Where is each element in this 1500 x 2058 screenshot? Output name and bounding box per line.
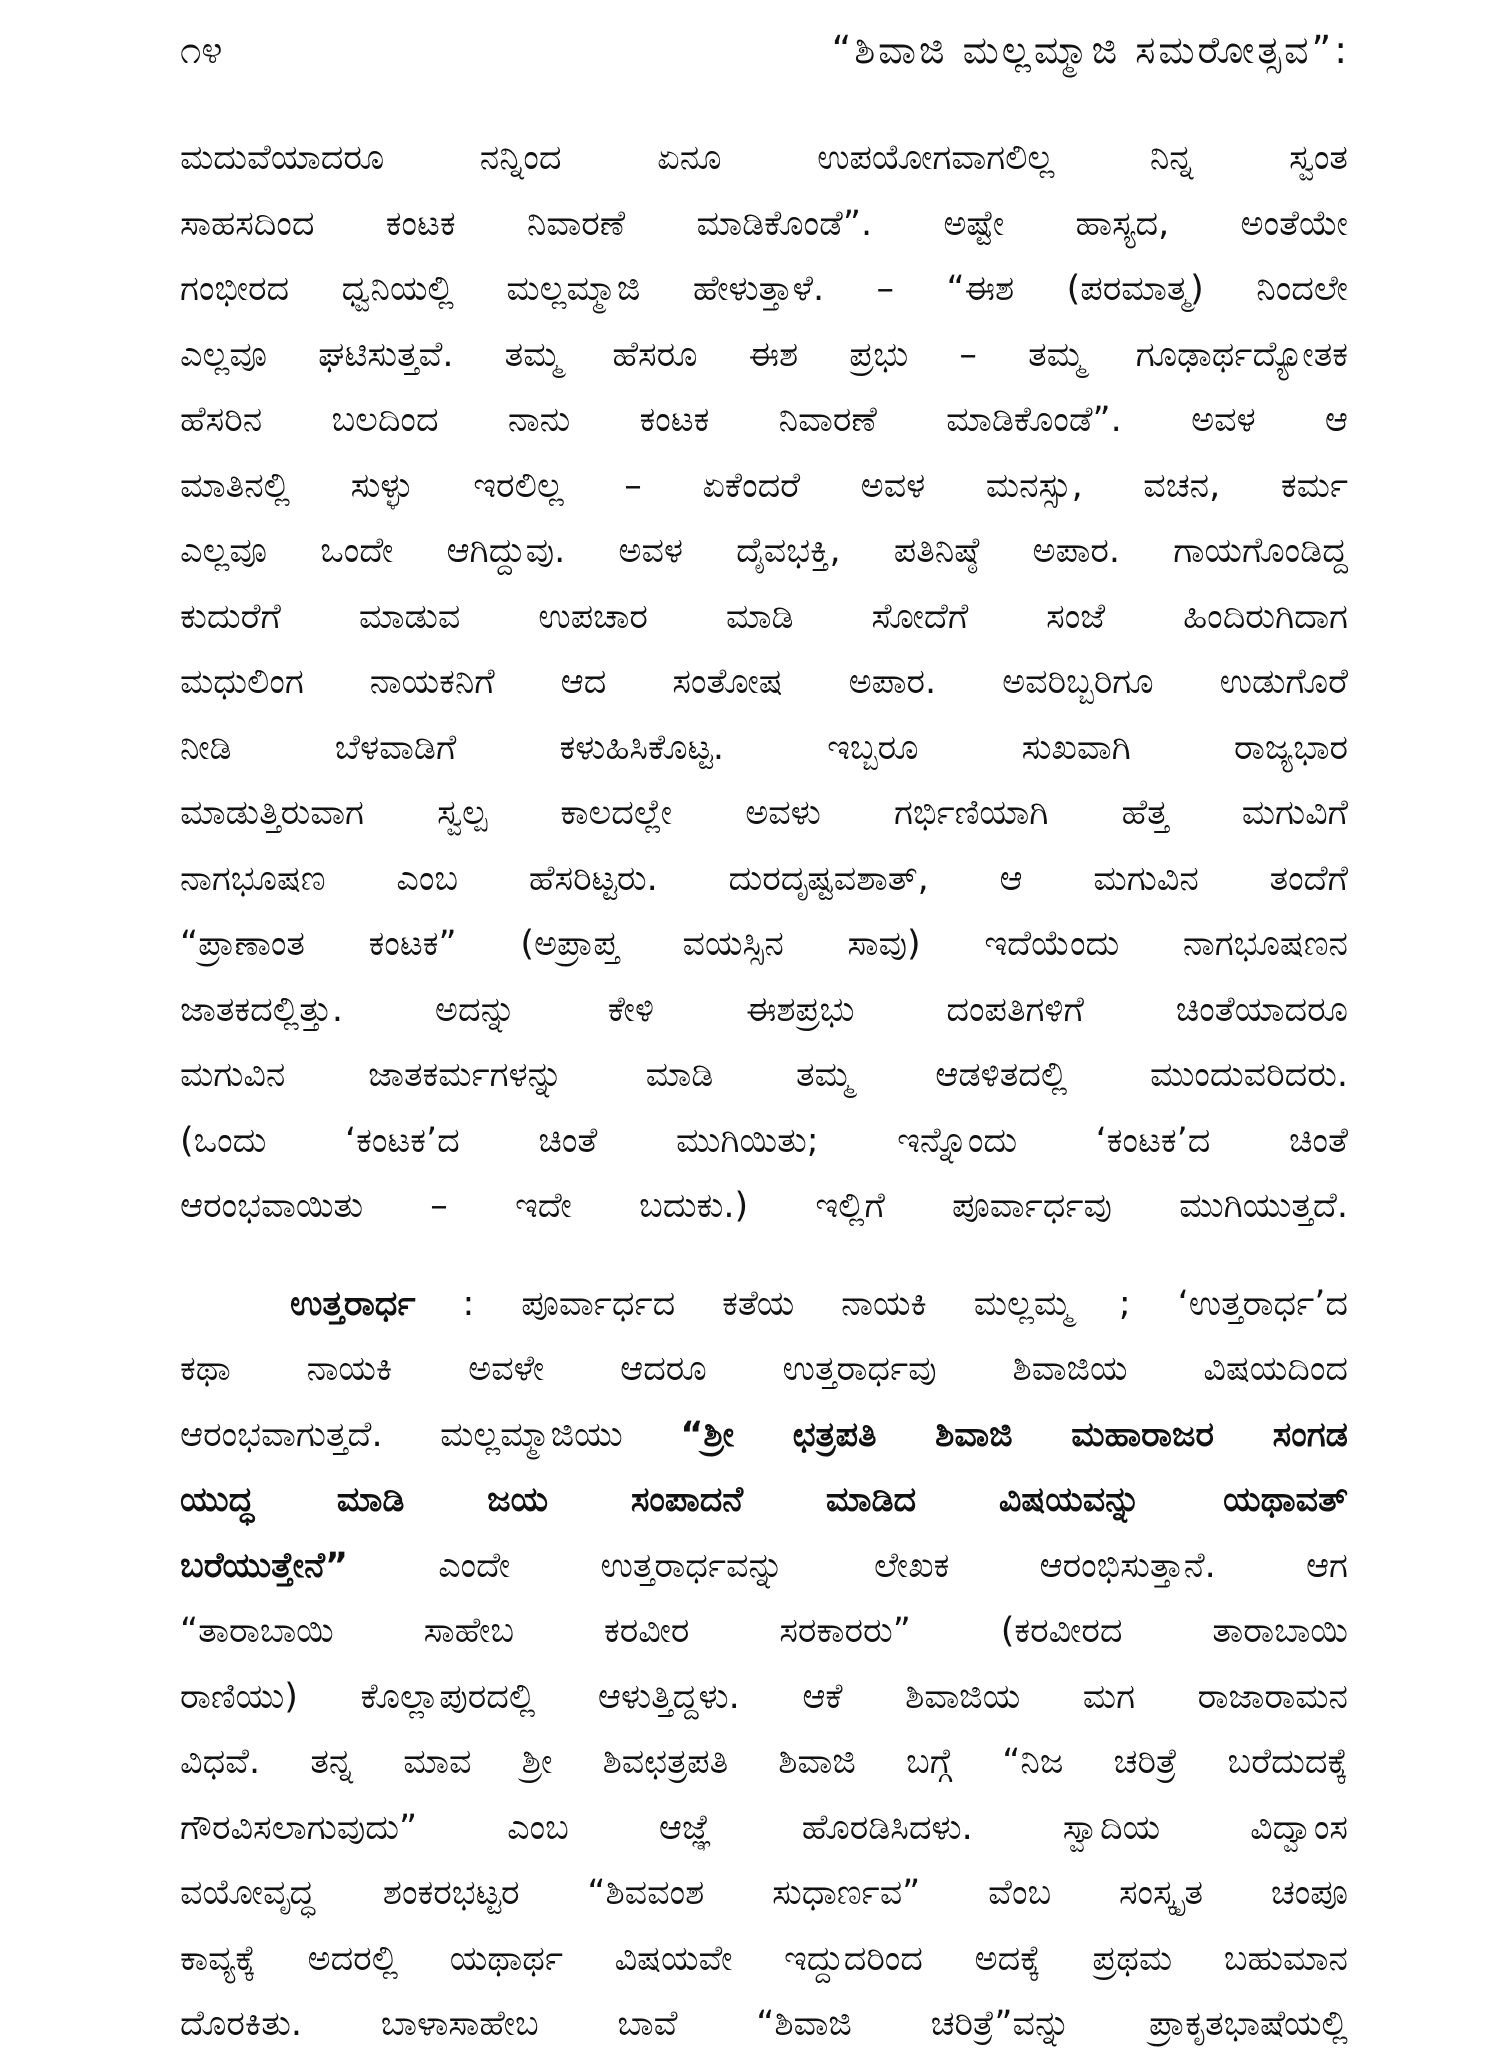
text-line	[180, 1534, 1348, 1600]
section-heading: ಉತ್ತರಾರ್ಧ	[290, 1283, 416, 1324]
line-text-bold: “ಶ್ರೀ ಛತ್ರಪತಿ ಶಿವಾಜಿ ಮಹಾರಾಜರ ಸಂಗಡ	[680, 1414, 1348, 1455]
page-number: ೧೪	[180, 28, 223, 72]
text-line: ಜಾತಕದಲ್ಲಿತ್ತು. ಅದನ್ನು ಕೇಳಿ ಈಶಪ್ರಭು ದಂಪತಿಗಳಿಗೆ ಚಿಂತೆಯಾದರೂ	[180, 989, 1348, 1030]
text-line: ಗೌರವಿಸಲಾಗುವುದು” ಎಂಬ ಆಜ್ಞೆ ಹೊರಡಿಸಿದಳು. ಸ್ವಾದಿಯ ವಿದ್ವಾಂಸ	[180, 1807, 1348, 1848]
text-line: ಮಾಡುತ್ತಿರುವಾಗ ಸ್ವಲ್ಪ ಕಾಲದಲ್ಲೇ ಅವಳು ಗರ್ಭಿಣಿಯಾಗಿ ಹೆತ್ತ ಮಗುವಿಗೆ	[180, 793, 1348, 833]
body-text	[180, 126, 1348, 2058]
text-line: ನಾಗಭೂಷಣ ಎಂಬ ಹೆಸರಿಟ್ಟರು. ದುರದೃಷ್ಟವಶಾತ್, ಆ ಮಗುವಿನ ತಂದೆಗೆ	[180, 858, 1348, 899]
text-line: ವಯೋವೃದ್ಧ ಶಂಕರಭಟ್ಟರ “ಶಿವವಂಶ ಸುಧಾರ್ಣವ” ವೆಂಬ ಸಂಸ್ಕೃತ ಚಂಪೂ	[180, 1873, 1348, 1913]
text-line: ಕುದುರೆಗೆ ಮಾಡುವ ಉಪಚಾರ ಮಾಡಿ ಸೋದೆಗೆ ಸಂಜೆ ಹಿಂದಿರುಗಿದಾಗ	[180, 596, 1348, 637]
text-line: ಮಾತಿನಲ್ಲಿ ಸುಳ್ಳು ಇರಲಿಲ್ಲ – ಏಕೆಂದರೆ ಅವಳ ಮನಸ್ಸು, ವಚನ, ಕರ್ಮ	[180, 465, 1348, 506]
text-line: ಎಲ್ಲವೂ ಘಟಿಸುತ್ತವೆ. ತಮ್ಮ ಹೆಸರೂ ಈಶ ಪ್ರಭು – ತಮ್ಮ ಗೂಢಾರ್ಥದ್ಯೋತಕ	[180, 334, 1348, 375]
text-line: ಕಾವ್ಯಕ್ಕೆ ಅದರಲ್ಲಿ ಯಥಾರ್ಥ ವಿಷಯವೇ ಇದ್ದುದರಿಂದ ಅದಕ್ಕೆ ಪ್ರಥಮ ಬಹುಮಾನ	[180, 1938, 1348, 1979]
text-line: (ಒಂದು ‘ಕಂಟಕ’ದ ಚಿಂತೆ ಮುಗಿಯಿತು; ಇನ್ನೊಂದು ‘ಕಂಟಕ’ದ ಚಿಂತೆ	[180, 1120, 1348, 1161]
text-line: ಮದುವೆಯಾದರೂ ನನ್ನಿಂದ ಏನೂ ಉಪಯೋಗವಾಗಲಿಲ್ಲ ನಿನ್ನ ಸ್ವಂತ	[180, 138, 1348, 178]
text-line: “ತಾರಾಬಾಯಿ ಸಾಹೇಬ ಕರವೀರ ಸರಕಾರರು” (ಕರವೀರದ ತಾರಾಬಾಯಿ	[180, 1611, 1348, 1651]
text-line: ಹೆಸರಿನ ಬಲದಿಂದ ನಾನು ಕಂಟಕ ನಿವಾರಣೆ ಮಾಡಿಕೊಂಡೆ”. ಅವಳ ಆ	[180, 400, 1348, 440]
text-line: ಕಥಾ ನಾಯಕಿ ಅವಳೇ ಆದರೂ ಉತ್ತರಾರ್ಧವು ಶಿವಾಜಿಯ ವಿಷಯದಿಂದ	[180, 1349, 1348, 1389]
text-line: ವಿಧವೆ. ತನ್ನ ಮಾವ ಶ್ರೀ ಶಿವಛತ್ರಪತಿ ಶಿವಾಜಿ ಬಗ್ಗೆ “ನಿಜ ಚರಿತ್ರೆ ಬರೆದುದಕ್ಕೆ	[180, 1742, 1348, 1782]
text-line: ಯುದ್ಧ ಮಾಡಿ ಜಯ ಸಂಪಾದನೆ ಮಾಡಿದ ವಿಷಯವನ್ನು ಯಥಾವತ್	[180, 1480, 1348, 1520]
text-line: “ಪ್ರಾಣಾಂತ ಕಂಟಕ” (ಅಪ್ರಾಪ್ತ ವಯಸ್ಸಿನ ಸಾವು) ಇದೆಯೆಂದು ನಾಗಭೂಷಣನ	[180, 924, 1348, 964]
text-line: ದೊರಕಿತು. ಬಾಳಾಸಾಹೇಬ ಬಾವೆ “ಶಿವಾಜಿ ಚರಿತ್ರೆ”ವನ್ನು ಪ್ರಾಕೃತಭಾಷೆಯಲ್ಲಿ	[180, 2004, 1348, 2044]
paragraph-1	[180, 126, 1348, 1240]
paragraph-2	[180, 1272, 1348, 2058]
text-line: ನೀಡಿ ಬೆಳವಾಡಿಗೆ ಕಳುಹಿಸಿಕೊಟ್ಟ. ಇಬ್ಬರೂ ಸುಖವಾಗಿ ರಾಜ್ಯಭಾರ	[180, 727, 1348, 768]
text-line: ಆರಂಭವಾಯಿತು – ಇದೇ ಬದುಕು.) ಇಲ್ಲಿಗೆ ಪೂರ್ವಾರ್ಧವು ಮುಗಿಯುತ್ತದೆ.	[180, 1186, 1348, 1226]
text-line: ರಾಣಿಯು) ಕೊಲ್ಲಾಪುರದಲ್ಲಿ ಆಳುತ್ತಿದ್ದಳು. ಆಕೆ ಶಿವಾಜಿಯ ಮಗ ರಾಜಾರಾಮನ	[180, 1676, 1348, 1717]
text-line	[180, 1272, 1348, 1338]
text-line: ಸಾಹಸದಿಂದ ಕಂಟಕ ನಿವಾರಣೆ ಮಾಡಿಕೊಂಡೆ”. ಅಷ್ಟೇ ಹಾಸ್ಯದ, ಅಂತೆಯೇ	[180, 203, 1348, 244]
text-line: ಮಗುವಿನ ಜಾತಕರ್ಮಗಳನ್ನು ಮಾಡಿ ತಮ್ಮ ಆಡಳಿತದಲ್ಲಿ ಮುಂದುವರಿದರು.	[180, 1055, 1348, 1095]
text-line: ಮಧುಲಿಂಗ ನಾಯಕನಿಗೆ ಆದ ಸಂತೋಷ ಅಪಾರ. ಅವರಿಬ್ಬರಿಗೂ ಉಡುಗೊರೆ	[180, 662, 1348, 702]
text-line: ಗಂಭೀರದ ಧ್ವನಿಯಲ್ಲಿ ಮಲ್ಲಮ್ಮಾಜಿ ಹೇಳುತ್ತಾಳೆ. – “ಈಶ (ಪರಮಾತ್ಮ) ನಿಂದಲೇ	[180, 269, 1348, 309]
line-text-plain: ಆರಂಭವಾಗುತ್ತದೆ. ಮಲ್ಲಮ್ಮಾಜಿಯು	[180, 1414, 623, 1455]
text-line	[180, 1403, 1348, 1469]
paragraph-gap	[180, 1240, 1348, 1272]
line-text-plain: ಎಂದೇ ಉತ್ತರಾರ್ಧವನ್ನು ಲೇಖಕ ಆರಂಭಿಸುತ್ತಾನೆ. ಆಗ	[438, 1545, 1348, 1586]
running-head	[180, 22, 1350, 78]
text-line: ಎಲ್ಲವೂ ಒಂದೇ ಆಗಿದ್ದುವು. ಅವಳ ದೈವಭಕ್ತಿ, ಪತಿನಿಷ್ಠೆ ಅಪಾರ. ಗಾಯಗೊಂಡಿದ್ದ	[180, 531, 1348, 571]
running-title: “ಶಿವಾಜಿ ಮಲ್ಲಮ್ಮಾಜಿ ಸಮರೋತ್ಸವ”:	[831, 28, 1350, 72]
heading-line-text: : ಪೂರ್ವಾರ್ಧದ ಕತೆಯ ನಾಯಕಿ ಮಲ್ಲಮ್ಮ ; ‘ಉತ್ತರಾರ್ಧ’ದ	[462, 1283, 1348, 1324]
line-text-bold: ಬರೆಯುತ್ತೇನೆ”	[180, 1545, 348, 1586]
